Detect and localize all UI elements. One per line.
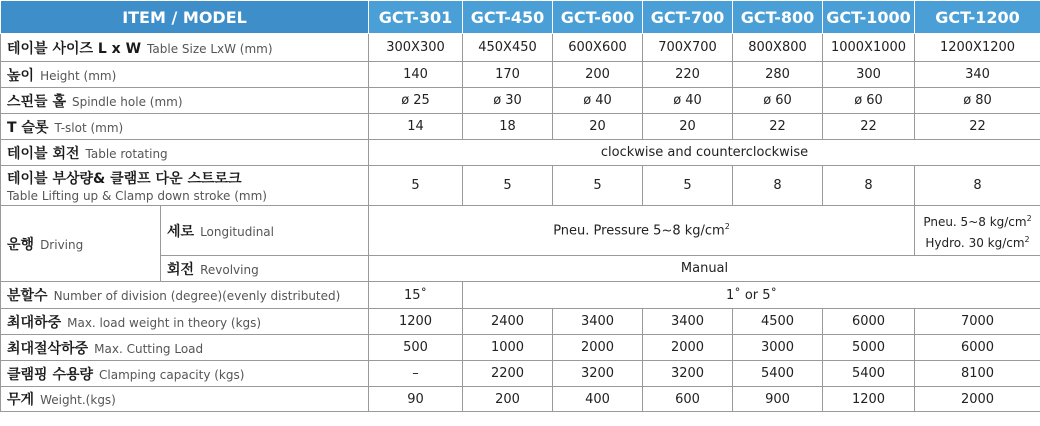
cell: 340 (915, 62, 1040, 88)
cell: 140 (369, 62, 463, 88)
revolving-label: 회전 Revolving (161, 256, 369, 282)
row-label: 무게 Weight.(kgs) (1, 387, 369, 412)
row-label: 테이블 부상량& 클램프 다운 스트로크 Table Lifting up & Clamp down stroke (mm) (1, 166, 369, 206)
model-header: GCT-600 (553, 1, 643, 34)
cell: 2000 (915, 387, 1040, 412)
cell: 22 (733, 114, 823, 140)
cell: clockwise and counterclockwise (369, 140, 1040, 166)
row-table-rotating (1, 140, 1040, 166)
cell: 700X700 (643, 34, 733, 62)
cell: 8 (733, 166, 823, 206)
cell: 8 (915, 166, 1040, 206)
cell: 8100 (915, 361, 1040, 387)
row-label: 테이블 회전 Table rotating (1, 140, 369, 166)
cell: 3000 (733, 335, 823, 361)
cell: 900 (733, 387, 823, 412)
cell: 1000X1000 (823, 34, 915, 62)
model-header: GCT-301 (369, 1, 463, 34)
cell: 220 (643, 62, 733, 88)
cell: 14 (369, 114, 463, 140)
cell: ø 30 (463, 88, 553, 114)
cell: 5 (463, 166, 553, 206)
cell: ø 40 (553, 88, 643, 114)
cell: 1200 (369, 309, 463, 335)
cell: 600 (643, 387, 733, 412)
cell: 400 (553, 387, 643, 412)
cell: 5 (553, 166, 643, 206)
row-weight (1, 387, 1040, 412)
header-row (1, 1, 1040, 34)
cell: 3400 (553, 309, 643, 335)
cell: 5000 (823, 335, 915, 361)
cell: 500 (369, 335, 463, 361)
row-label: 높이 Height (mm) (1, 62, 369, 88)
cell: 1˚ or 5˚ (463, 282, 1040, 309)
row-driving-longitudinal (1, 206, 1040, 256)
row-lifting-stroke (1, 166, 1040, 206)
cell: 5 (643, 166, 733, 206)
cell: 3200 (643, 361, 733, 387)
row-label: 클램핑 수용량 Clamping capacity (kgs) (1, 361, 369, 387)
cell: 20 (643, 114, 733, 140)
cell: 300 (823, 62, 915, 88)
model-header: GCT-1000 (823, 1, 915, 34)
cell: 20 (553, 114, 643, 140)
row-height (1, 62, 1040, 88)
cell: 18 (463, 114, 553, 140)
cell: 3400 (643, 309, 733, 335)
row-max-cutting (1, 335, 1040, 361)
row-label: 테이블 사이즈 L x W Table Size LxW (mm) (1, 34, 369, 62)
row-max-load (1, 309, 1040, 335)
cell: ø 60 (823, 88, 915, 114)
cell: ø 40 (643, 88, 733, 114)
cell: 170 (463, 62, 553, 88)
cell: ø 25 (369, 88, 463, 114)
cell: – (369, 361, 463, 387)
cell: 1000 (463, 335, 553, 361)
cell: 5400 (733, 361, 823, 387)
cell: 200 (463, 387, 553, 412)
cell: 800X800 (733, 34, 823, 62)
cell: 1200 (823, 387, 915, 412)
cell: 2200 (463, 361, 553, 387)
driving-label: 운행 Driving (1, 206, 161, 282)
cell: 4500 (733, 309, 823, 335)
cell: 6000 (823, 309, 915, 335)
row-spindle-hole (1, 88, 1040, 114)
model-header: GCT-450 (463, 1, 553, 34)
row-label: 분할수 Number of division (degree)(evenly distributed) (1, 282, 369, 309)
cell: 7000 (915, 309, 1040, 335)
cell: 15˚ (369, 282, 463, 309)
row-label: T 슬롯 T-slot (mm) (1, 114, 369, 140)
cell: 90 (369, 387, 463, 412)
item-model-header: ITEM / MODEL (1, 1, 369, 34)
model-header: GCT-800 (733, 1, 823, 34)
row-label: 최대절삭하중 Max. Cutting Load (1, 335, 369, 361)
row-label: 최대하중 Max. load weight in theory (kgs) (1, 309, 369, 335)
cell: 1200X1200 (915, 34, 1040, 62)
cell: 450X450 (463, 34, 553, 62)
row-clamping (1, 361, 1040, 387)
row-table-size (1, 34, 1040, 62)
row-division (1, 282, 1040, 309)
cell: 2000 (643, 335, 733, 361)
model-header: GCT-1200 (915, 1, 1040, 34)
cell: 6000 (915, 335, 1040, 361)
cell: 2000 (553, 335, 643, 361)
cell: 8 (823, 166, 915, 206)
row-label: 스핀들 홀 Spindle hole (mm) (1, 88, 369, 114)
cell: 600X600 (553, 34, 643, 62)
cell: Pneu. Pressure 5~8 $kg/cm^2$ (369, 206, 915, 256)
row-t-slot (1, 114, 1040, 140)
cell: ø 80 (915, 88, 1040, 114)
longitudinal-label: 세로 Longitudinal (161, 206, 369, 256)
cell: Manual (369, 256, 1040, 282)
cell: 5 (369, 166, 463, 206)
cell: 2400 (463, 309, 553, 335)
cell: 200 (553, 62, 643, 88)
cell: 300X300 (369, 34, 463, 62)
cell: Pneu. 5~8 $kg/cm^2$ Hydro. 30 $kg/cm^2$ (915, 206, 1040, 256)
cell: ø 60 (733, 88, 823, 114)
cell: 3200 (553, 361, 643, 387)
model-header: GCT-700 (643, 1, 733, 34)
cell: 22 (823, 114, 915, 140)
cell: 280 (733, 62, 823, 88)
cell: 5400 (823, 361, 915, 387)
cell: 22 (915, 114, 1040, 140)
